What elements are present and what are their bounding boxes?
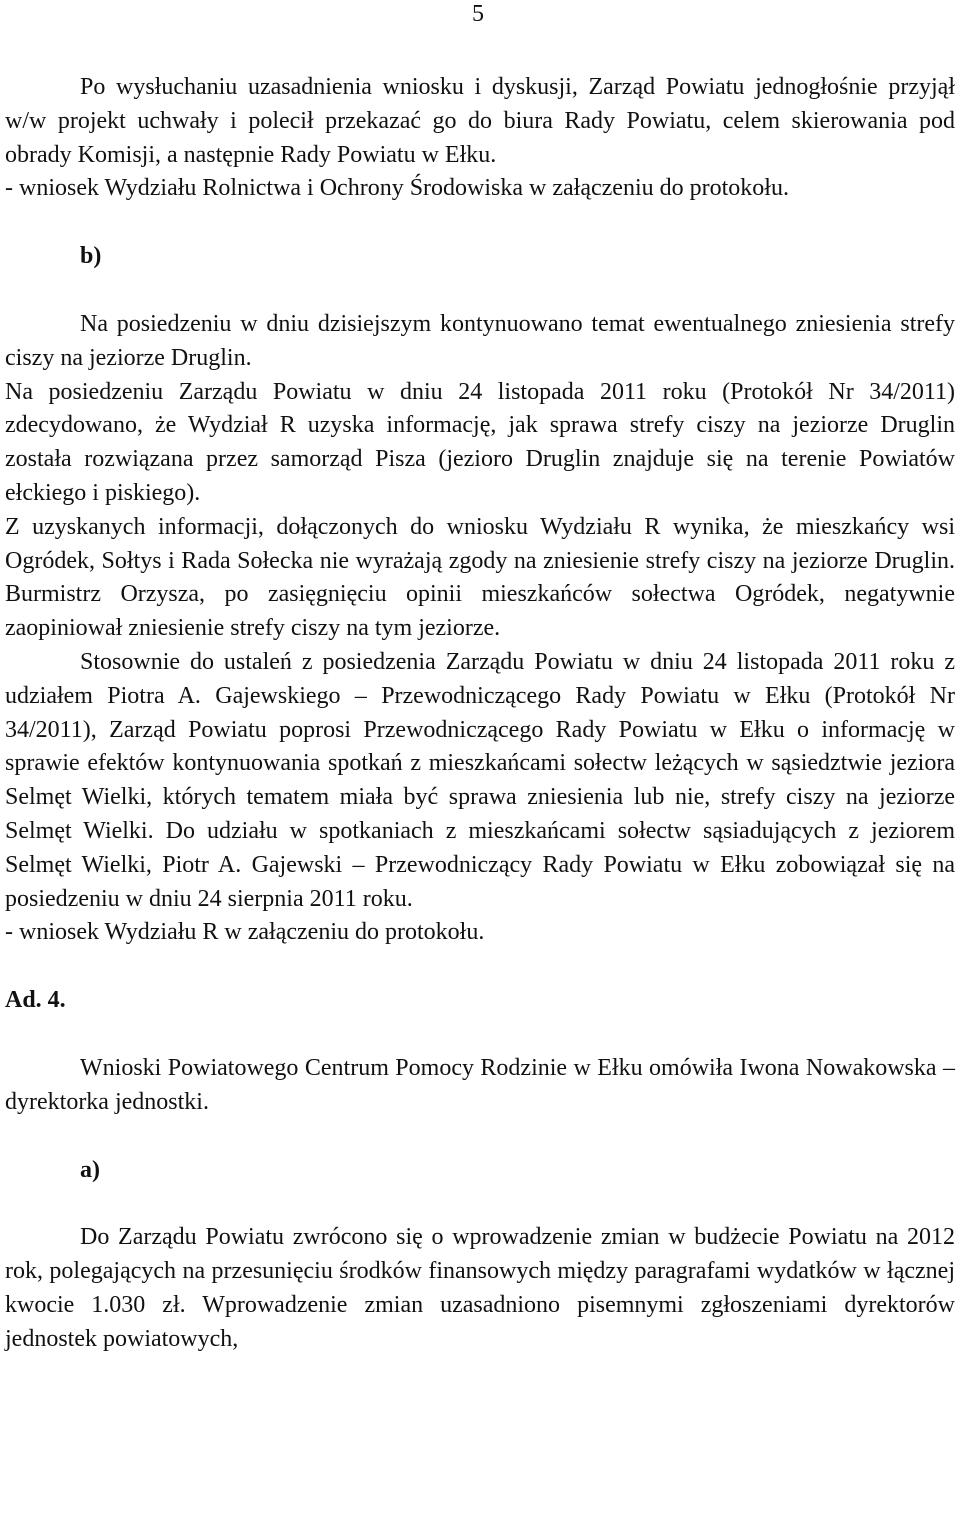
section-heading-ad4: Ad. 4. [5,987,66,1014]
spacer [5,274,955,308]
page-number: 5 [472,1,484,27]
spacer [5,1018,955,1052]
subsection-label-a: a) [80,1156,100,1183]
paragraph-budget-changes: Do Zarządu Powiatu zwrócono się o wprowadzenie zmian w budżecie Powiatu na 2012 rok, polegających na przesunięciu środków finansowych między paragrafami wydatków w łącznej kwocie 1.030 zł. Wprowadzenie zmian uzasadniono pisemnymi zgłoszeniami dyrektorów jednostek powiatowych, [5,1224,955,1352]
spacer [5,1187,955,1221]
paragraph-attachment-note-2: - wniosek Wydziału R w załączeniu do protokołu. [5,919,485,946]
document-body [5,71,955,1357]
paragraph-druglin-information: Z uzyskanych informacji, dołączonych do wniosku Wydziału R wynika, że mieszkańcy wsi Ogródek, Sołtys i Rada Sołecka nie wyrażają zgody na zniesienie strefy ciszy na jeziorze Druglin. Burmistrz Orzysza, po zasięgnięciu opinii mieszkańców sołectwa Ogródek, negatywnie zaopiniował zniesienie strefy ciszy na tym jeziorze. [5,513,955,642]
paragraph-druglin-topic: Na posiedzeniu w dniu dzisiejszym kontynuowano temat ewentualnego zniesienia strefy ciszy na jeziorze Druglin. [5,310,955,371]
paragraph-selmet-wielki: Stosownie do ustaleń z posiedzenia Zarządu Powiatu w dniu 24 listopada 2011 roku z udziałem Piotra A. Gajewskiego – Przewodniczącego Rady Powiatu w Ełku (Protokół Nr 34/2011), Zarząd Powiatu poprosi Przewodniczącego Rady Powiatu w Ełku o informację w sprawie efektów kontynuowania spotkań z mieszkańcami sołectw leżących w sąsiedztwie jeziora Selmęt Wielki, których tematem miała być sprawa zniesienia lub nie, strefy ciszy na jeziorze Selmęt Wielki. Do udziału w spotkaniach z mieszkańcami sołectw sąsiadujących z jeziorem Selmęt Wielki, Piotr A. Gajewski – Przewodniczący Rady Powiatu w Ełku zobowiązał się na posiedzeniu w dniu 24 sierpnia 2011 roku. [5,648,955,912]
paragraph-pcpr-requests: Wnioski Powiatowego Centrum Pomocy Rodzinie w Ełku omówiła Iwona Nowakowska – dyrektorka jednostki. [5,1054,955,1115]
spacer [5,206,955,240]
paragraph-druglin-decision: Na posiedzeniu Zarządu Powiatu w dniu 24 listopada 2011 roku (Protokół Nr 34/2011) zdecydowano, że Wydział R uzyska informację, jak sprawa strefy ciszy na jeziorze Druglin została rozwiązana przez samorząd Pisza (jezioro Druglin znajduje się na terenie Powiatów ełckiego i piskiego). [5,378,955,506]
subsection-label-b: b) [80,243,102,270]
spacer [5,950,955,984]
spacer [5,1120,955,1154]
paragraph-zarzad-decision: Po wysłuchaniu uzasadnienia wniosku i dyskusji, Zarząd Powiatu jednogłośnie przyjął w/w projekt uchwały i polecił przekazać go do biura Rady Powiatu, celem skierowania pod obrady Komisji, a następnie Rady Powiatu w Ełku. [5,74,955,168]
paragraph-attachment-note-1: - wniosek Wydziału Rolnictwa i Ochrony Środowiska w załączeniu do protokołu. [5,175,789,202]
